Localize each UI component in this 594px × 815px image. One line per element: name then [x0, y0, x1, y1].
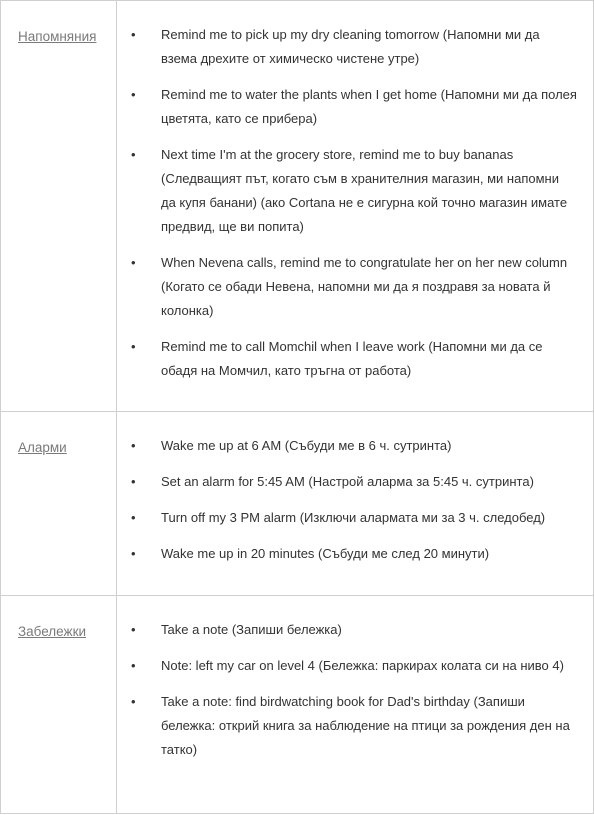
example-text: Wake me up in 20 minutes (Събуди ме след 20 минути) [161, 546, 490, 561]
bullet-icon: • [131, 622, 136, 637]
example-text: Next time I'm at the grocery store, remind me to buy bananas (Следващият път, когато съм в хранителния магазин, ми напомни да купя банани) (ако Cortana не е сигурна кой точно магазин имате предвид, ще ви попита) [161, 147, 568, 234]
bullet-icon: • [131, 438, 136, 453]
bullet-icon: • [131, 694, 136, 709]
bullet-icon: • [131, 255, 136, 270]
examples-list [117, 596, 593, 790]
category-row-alarms [1, 412, 594, 596]
example-text: Wake me up at 6 AM (Събуди ме в 6 ч. сутринта) [161, 438, 452, 453]
category-link-reminders[interactable]: Напомняния [18, 29, 97, 44]
bullet-icon: • [131, 510, 136, 525]
list-item [131, 335, 577, 395]
category-cell [1, 412, 117, 596]
list-item [131, 618, 577, 654]
examples-list [117, 1, 593, 411]
list-item [131, 506, 577, 542]
category-cell [1, 1, 117, 412]
example-text: Remind me to pick up my dry cleaning tomorrow (Напомни ми да взема дрехите от химическо чистене утре) [161, 27, 540, 66]
example-text: Set an alarm for 5:45 AM (Настрой аларма за 5:45 ч. сутринта) [161, 474, 534, 489]
example-text: When Nevena calls, remind me to congratulate her on her new column (Когато се обади Невена, напомни ми да я поздравя за новата й колонка) [161, 255, 568, 318]
bullet-icon: • [131, 546, 136, 561]
list-item [131, 542, 577, 578]
example-text: Note: left my car on level 4 (Бележка: паркирах колата си на ниво 4) [161, 658, 564, 673]
example-text: Remind me to call Momchil when I leave work (Напомни ми да се обадя на Момчил, като тръгна от работа) [161, 339, 543, 378]
list-item [131, 251, 577, 335]
examples-cell [117, 596, 594, 814]
example-text: Take a note: find birdwatching book for Dad's birthday (Запиши бележка: открий книга за наблюдение на птици за рождения ден на татко) [161, 694, 570, 757]
examples-list [117, 412, 593, 595]
category-row-reminders [1, 1, 594, 412]
category-link-notes[interactable]: Забележки [18, 624, 87, 639]
category-row-notes [1, 596, 594, 814]
examples-cell [117, 1, 594, 412]
list-item [131, 83, 577, 143]
list-item [131, 23, 577, 83]
list-item [131, 690, 577, 774]
bullet-icon: • [131, 147, 136, 162]
bullet-icon: • [131, 658, 136, 673]
example-text: Remind me to water the plants when I get home (Напомни ми да полея цветята, като се прибера) [161, 87, 577, 126]
example-text: Turn off my 3 PM alarm (Изключи алармата ми за 3 ч. следобед) [161, 510, 546, 525]
list-item [131, 434, 577, 470]
list-item [131, 654, 577, 690]
bullet-icon: • [131, 474, 136, 489]
example-text: Take a note (Запиши бележка) [161, 622, 342, 637]
bullet-icon: • [131, 27, 136, 42]
category-link-alarms[interactable]: Аларми [18, 440, 67, 455]
bullet-icon: • [131, 87, 136, 102]
bullet-icon: • [131, 339, 136, 354]
list-item [131, 470, 577, 506]
category-cell [1, 596, 117, 814]
examples-cell [117, 412, 594, 596]
list-item [131, 143, 577, 251]
